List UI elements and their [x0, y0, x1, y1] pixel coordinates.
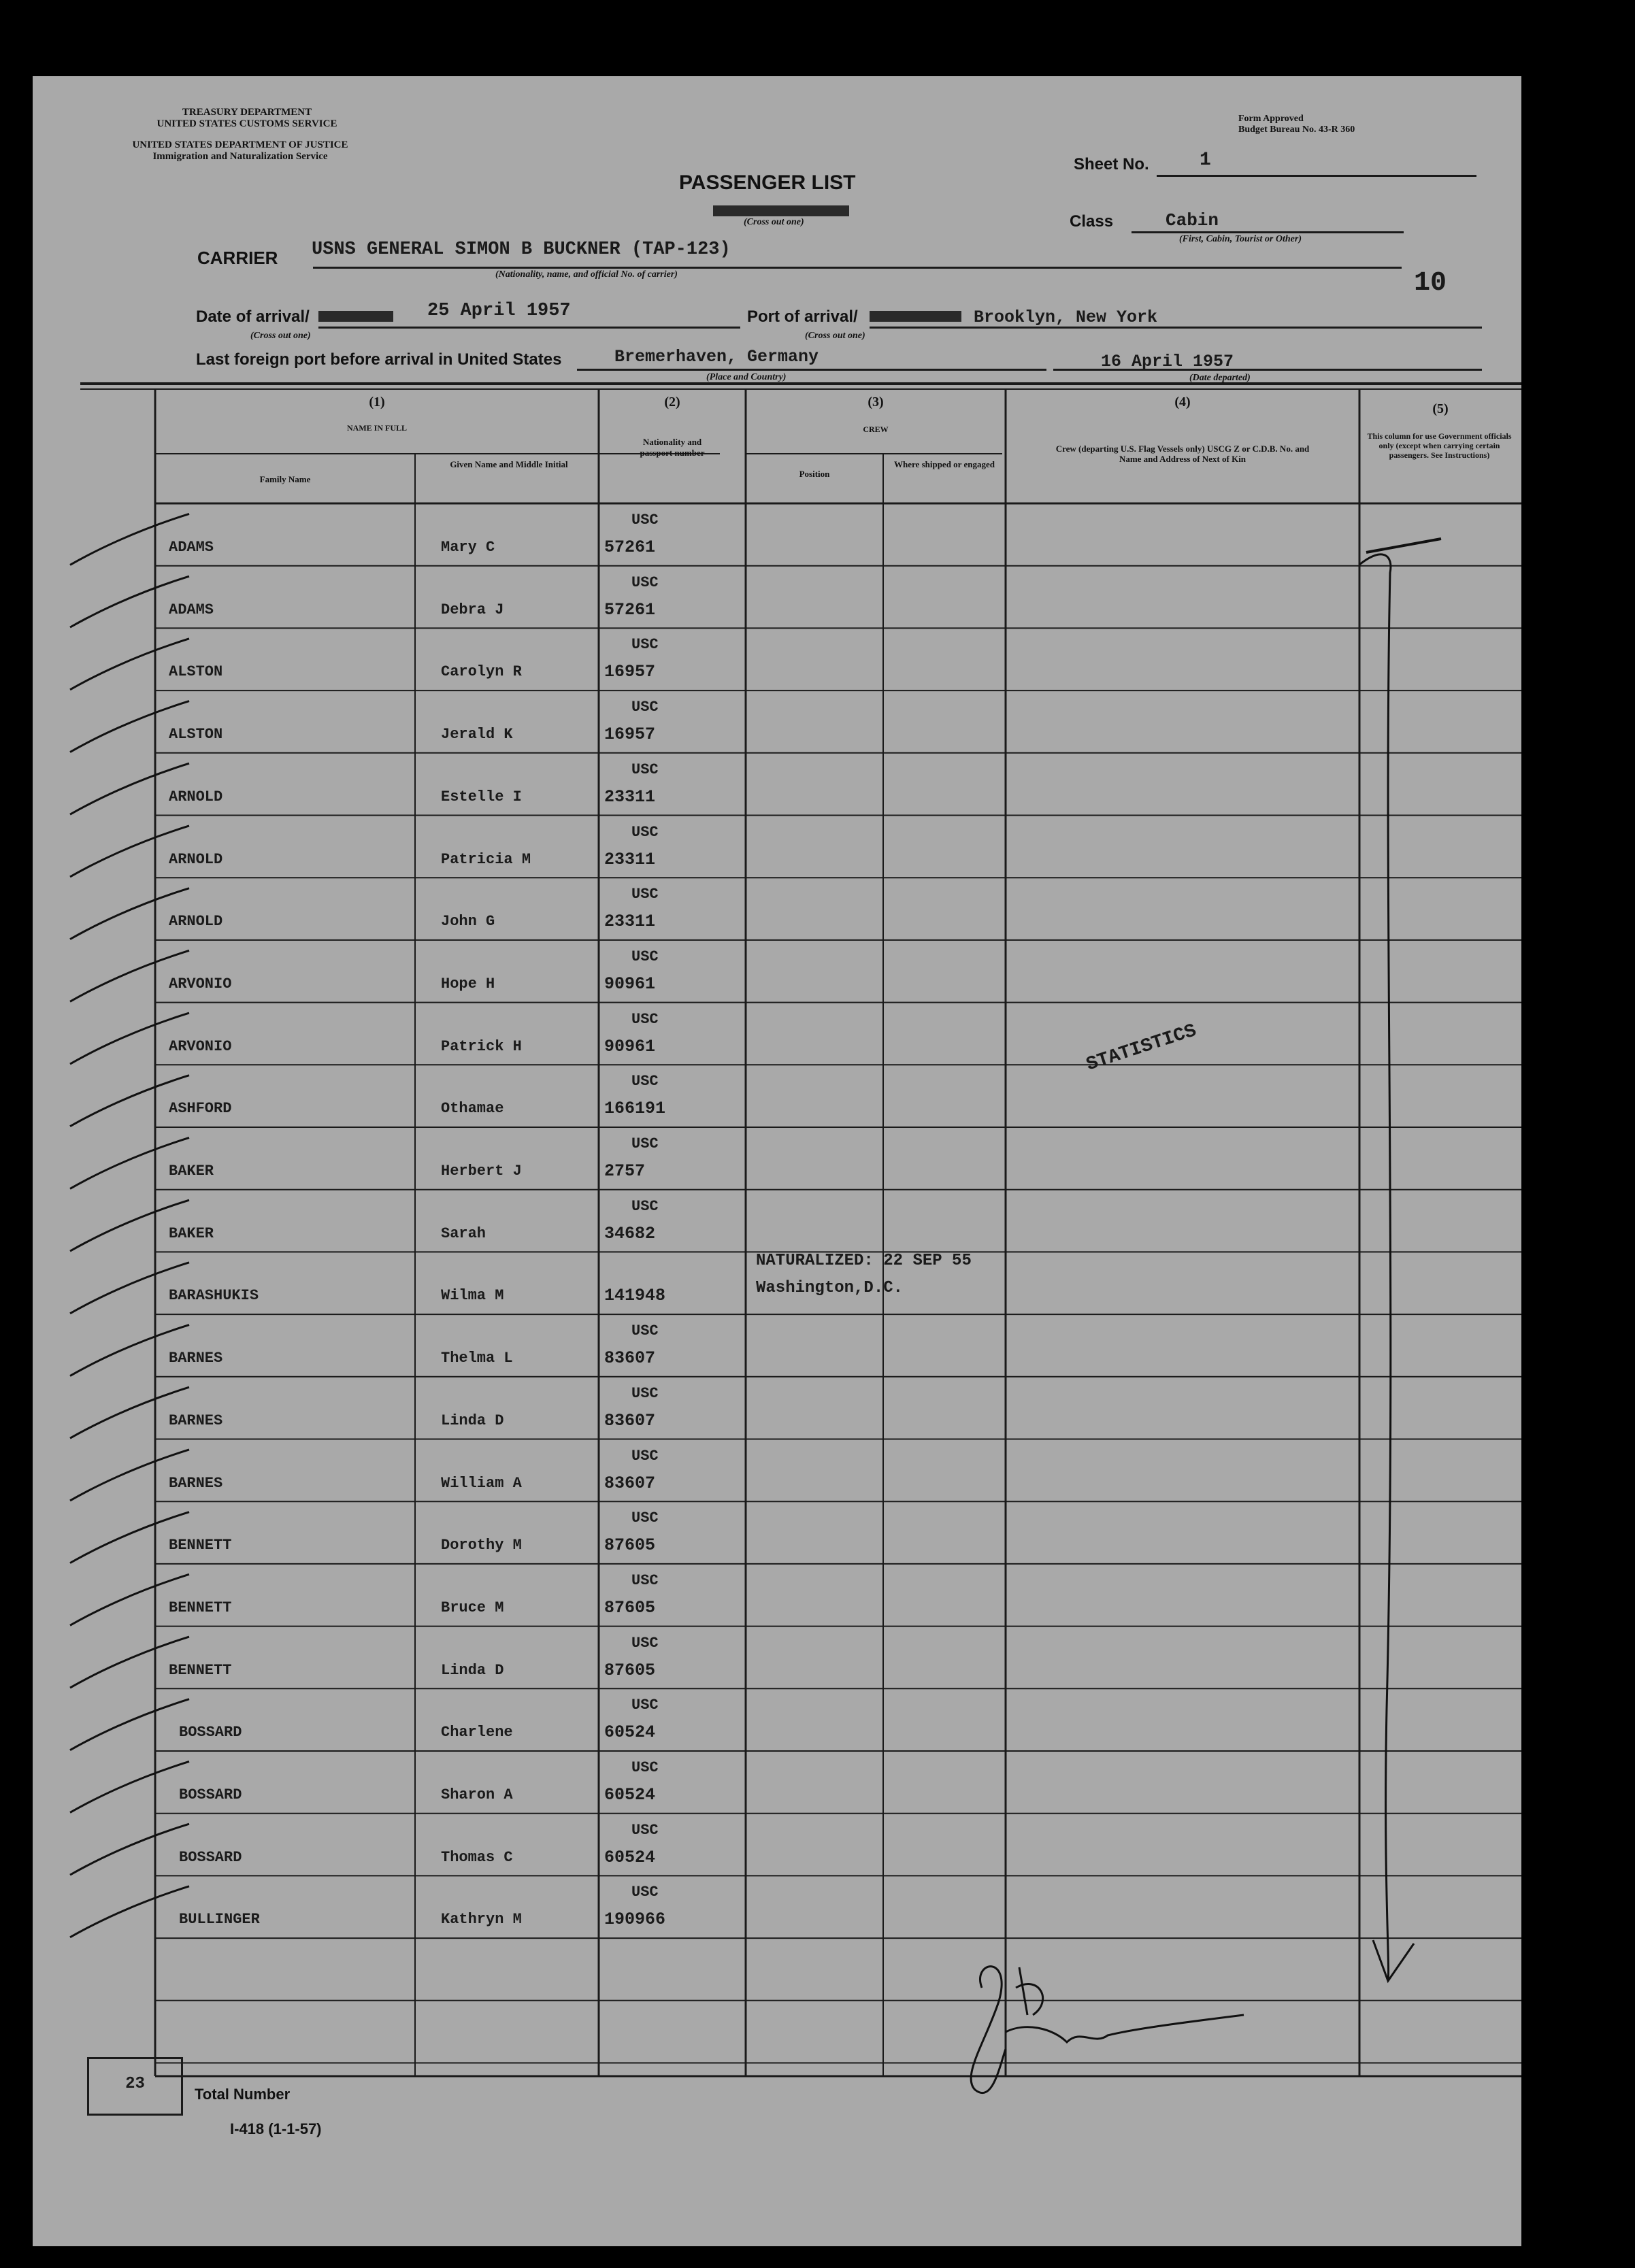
naturalized-line1: NATURALIZED: 22 SEP 55 [756, 1252, 972, 1270]
passport-cell: 83607 [604, 1348, 656, 1369]
family-name-cell: BAKER [169, 1224, 214, 1242]
last-port-label: Last foreign port before arrival in United States [196, 350, 562, 369]
class-label: Class [1070, 212, 1114, 231]
port-label: Port of arrival/ [747, 307, 858, 326]
form-number: I-418 (1-1-57) [230, 2120, 322, 2137]
nationality-cell: USC [631, 886, 659, 903]
naturalized-line2: Washington,D.C. [756, 1279, 904, 1297]
table-row [33, 1501, 1521, 1564]
table-row [33, 878, 1521, 940]
passport-cell: 87605 [604, 1597, 656, 1618]
family-name-header: Family Name [259, 474, 311, 484]
family-name-cell: BENNETT [169, 1661, 232, 1679]
budget-bureau: Budget Bureau No. 43-R 360 [1238, 124, 1355, 135]
table-row [33, 566, 1521, 629]
page-title: PASSENGER LIST [679, 171, 856, 194]
date-cross-note: (Cross out one) [250, 331, 311, 341]
document-page [33, 76, 1521, 2246]
passport-cell: 60524 [604, 1785, 656, 1805]
given-name-cell: Patricia M [441, 850, 531, 868]
given-name-cell: John G [441, 913, 495, 931]
class-value: Cabin [1166, 210, 1219, 231]
given-name-cell: Carolyn R [441, 663, 522, 681]
passport-cell: 23311 [604, 786, 656, 807]
nationality-cell: USC [631, 1884, 659, 1901]
given-name-cell: Kathryn M [441, 1911, 522, 1929]
col5-number: (5) [1432, 401, 1449, 416]
table-row [33, 1065, 1521, 1127]
passport-cell: 90961 [604, 1036, 656, 1056]
given-name-cell: Linda D [441, 1412, 504, 1429]
nationality-cell: USC [631, 1697, 659, 1714]
table-row [33, 690, 1521, 753]
given-name-cell: Bruce M [441, 1599, 504, 1616]
table-row [33, 1377, 1521, 1439]
nationality-cell: USC [631, 573, 659, 591]
family-name-cell: BOSSARD [179, 1848, 242, 1866]
given-name-cell: Thelma L [441, 1350, 513, 1367]
nationality-cell: USC [631, 1634, 659, 1652]
given-name-cell: Patrick H [441, 1037, 522, 1055]
nationality-cell: USC [631, 761, 659, 778]
passport-cell: 16957 [604, 724, 656, 745]
col3-number: (3) [868, 395, 884, 410]
nationality-cell: USC [631, 1384, 659, 1402]
nationality-cell: USC [631, 699, 659, 716]
table-row [33, 1627, 1521, 1689]
date-arrival-value: 25 April 1957 [427, 301, 571, 321]
class-note: (First, Cabin, Tourist or Other) [1179, 234, 1302, 244]
family-name-cell: BARASHUKIS [169, 1287, 259, 1305]
passport-cell: 83607 [604, 1473, 656, 1493]
total-label: Total Number [195, 2086, 291, 2103]
col2-title: Nationality and passport number [640, 437, 705, 458]
passport-cell: 60524 [604, 1847, 656, 1867]
nationality-cell: USC [631, 1571, 659, 1589]
table-row [33, 816, 1521, 878]
family-name-cell: BOSSARD [179, 1786, 242, 1803]
family-name-cell: BAKER [169, 1163, 214, 1180]
carrier-value: USNS GENERAL SIMON B BUCKNER (TAP-123) [312, 239, 731, 260]
title-cross-note: (Cross out one) [744, 217, 804, 227]
nationality-cell: USC [631, 1010, 659, 1028]
table-row [33, 503, 1521, 566]
col1-number: (1) [369, 395, 385, 410]
shipped-header: Where shipped or engaged [894, 459, 995, 469]
passport-cell: 190966 [604, 1910, 666, 1930]
nationality-cell: USC [631, 512, 659, 529]
nationality-cell: USC [631, 1759, 659, 1776]
port-cross-note: (Cross out one) [805, 331, 865, 341]
given-name-cell: Charlene [441, 1724, 513, 1741]
last-port-value: Bremerhaven, Germany [614, 347, 819, 367]
family-name-cell: ARNOLD [169, 913, 223, 931]
nationality-cell: USC [631, 823, 659, 841]
family-name-cell: ASHFORD [169, 1100, 232, 1118]
col3-title: CREW [863, 424, 889, 434]
table-row [33, 940, 1521, 1003]
given-name-cell: Dorothy M [441, 1537, 522, 1554]
family-name-cell: BOSSARD [179, 1724, 242, 1741]
carrier-note: (Nationality, name, and official No. of carrier) [495, 269, 678, 280]
family-name-cell: ARVONIO [169, 975, 232, 993]
passport-cell: 23311 [604, 912, 656, 932]
sheet-label: Sheet No. [1074, 155, 1149, 173]
table-row [33, 1127, 1521, 1190]
passport-cell: 57261 [604, 537, 656, 557]
passport-cell: 166191 [604, 1099, 666, 1119]
total-value: 23 [125, 2075, 145, 2093]
table-row [33, 1875, 1521, 1938]
form-approved: Form Approved [1238, 114, 1304, 124]
given-name-cell: Linda D [441, 1661, 504, 1679]
family-name-cell: BARNES [169, 1350, 223, 1367]
given-name-cell: Hope H [441, 975, 495, 993]
col4-title: Crew (departing U.S. Flag Vessels only) USCG Z or C.D.B. No. and Name and Address of Next of Kin [1055, 444, 1310, 464]
nationality-cell: USC [631, 1197, 659, 1215]
family-name-cell: BULLINGER [179, 1911, 260, 1929]
passport-cell: 90961 [604, 973, 656, 994]
family-name-cell: BARNES [169, 1474, 223, 1492]
table-row [33, 1439, 1521, 1502]
family-name-cell: ALSTON [169, 726, 223, 744]
passport-cell: 23311 [604, 849, 656, 869]
given-name-cell: Mary C [441, 539, 495, 556]
family-name-cell: BARNES [169, 1412, 223, 1429]
passport-cell: 57261 [604, 599, 656, 620]
table-row [33, 1688, 1521, 1751]
given-name-cell: Jerald K [441, 726, 513, 744]
passport-cell: 34682 [604, 1223, 656, 1244]
col5-title: This column for use Government officials only (except when carrying certain passengers. See Instructions) [1367, 431, 1512, 460]
carrier-label: CARRIER [197, 248, 278, 268]
nationality-cell: USC [631, 948, 659, 965]
nationality-cell: USC [631, 1322, 659, 1340]
nationality-cell: USC [631, 636, 659, 654]
family-name-cell: ARNOLD [169, 788, 223, 805]
given-name-cell: Debra J [441, 601, 504, 618]
nationality-cell: USC [631, 1821, 659, 1839]
ins-label: Immigration and Naturalization Service [152, 151, 328, 162]
table-row [33, 1564, 1521, 1627]
table-row [33, 753, 1521, 816]
given-name-cell: Thomas C [441, 1848, 513, 1866]
given-name-header: Given Name and Middle Initial [450, 459, 568, 469]
given-name-cell: Sarah [441, 1224, 486, 1242]
sheet-value: 1 [1200, 150, 1211, 171]
family-name-cell: ARNOLD [169, 850, 223, 868]
col1-title: NAME IN FULL [346, 423, 407, 433]
nationality-cell: USC [631, 1447, 659, 1465]
given-name-cell: Sharon A [441, 1786, 513, 1803]
family-name-cell: BENNETT [169, 1537, 232, 1554]
page-mark: 10 [1414, 268, 1447, 299]
family-name-cell: ADAMS [169, 601, 214, 618]
given-name-cell: William A [441, 1474, 522, 1492]
passport-cell: 87605 [604, 1660, 656, 1680]
given-name-cell: Estelle I [441, 788, 522, 805]
family-name-cell: BENNETT [169, 1599, 232, 1616]
last-port-note: (Place and Country) [706, 372, 787, 382]
family-name-cell: ARVONIO [169, 1037, 232, 1055]
table-row [33, 1814, 1521, 1876]
justice-label: UNITED STATES DEPARTMENT OF JUSTICE [132, 139, 348, 150]
passport-cell: 60524 [604, 1722, 656, 1743]
table-row [33, 1190, 1521, 1252]
given-name-cell: Wilma M [441, 1287, 504, 1305]
statistics-stamp: STATISTICS [1084, 1020, 1200, 1076]
nationality-cell: USC [631, 1510, 659, 1527]
table-row [33, 1003, 1521, 1065]
treasury-label: TREASURY DEPARTMENT [182, 107, 312, 118]
passport-cell: 87605 [604, 1535, 656, 1556]
nationality-cell: USC [631, 1135, 659, 1152]
table-row [33, 628, 1521, 690]
given-name-cell: Herbert J [441, 1163, 522, 1180]
passport-cell: 83607 [604, 1410, 656, 1431]
col2-number: (2) [664, 395, 680, 410]
departed-value: 16 April 1957 [1101, 352, 1234, 371]
passport-cell: 2757 [604, 1161, 646, 1181]
family-name-cell: ALSTON [169, 663, 223, 681]
family-name-cell: ADAMS [169, 539, 214, 556]
passport-cell: 16957 [604, 662, 656, 682]
given-name-cell: Othamae [441, 1100, 504, 1118]
departed-note: (Date departed) [1189, 373, 1251, 383]
date-arrival-label: Date of arrival/ [196, 307, 310, 326]
customs-label: UNITED STATES CUSTOMS SERVICE [156, 118, 337, 129]
nationality-cell: USC [631, 1073, 659, 1090]
col4-number: (4) [1174, 395, 1191, 410]
table-row [33, 1314, 1521, 1377]
position-header: Position [799, 469, 830, 479]
table-row [33, 1751, 1521, 1814]
passport-cell: 141948 [604, 1286, 666, 1306]
port-value: Brooklyn, New York [974, 307, 1158, 327]
